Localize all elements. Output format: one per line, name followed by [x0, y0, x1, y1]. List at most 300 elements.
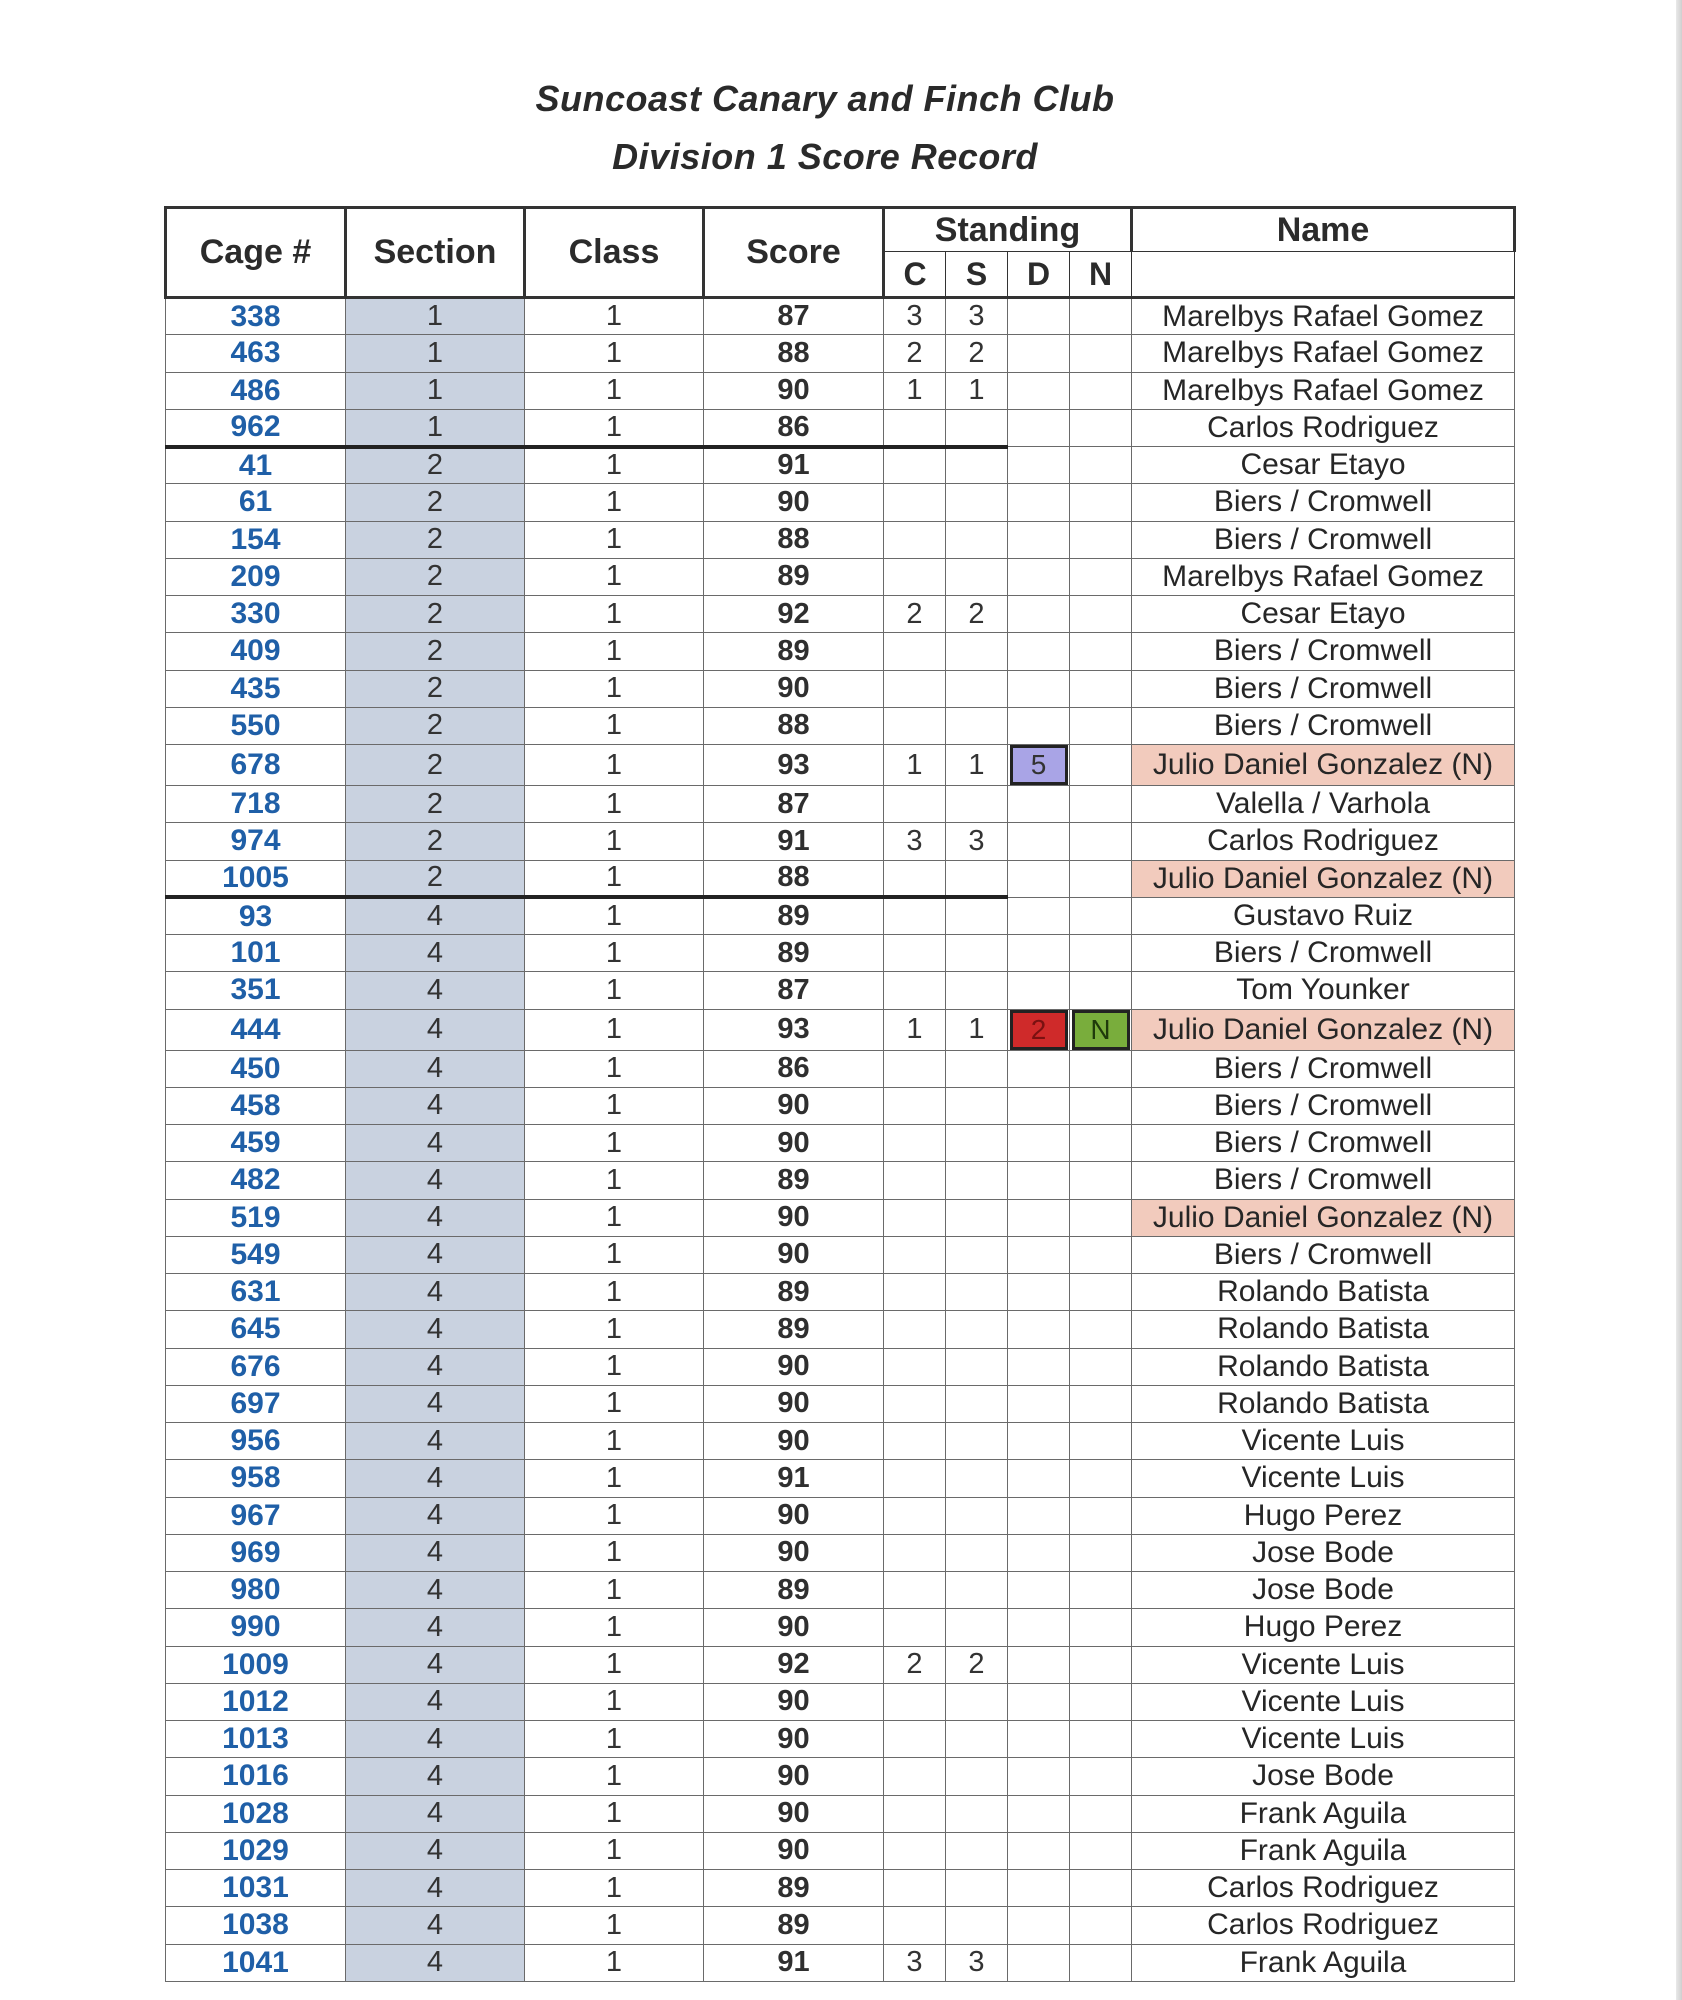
cell-standing-c — [884, 1609, 946, 1646]
document-subtitle: Division 1 Score Record — [612, 136, 1038, 177]
cell-cage: 550 — [166, 707, 346, 744]
cell-standing-s — [946, 447, 1008, 484]
cell-score: 88 — [704, 521, 884, 558]
cell-standing-d — [1008, 484, 1070, 521]
cell-standing-n — [1070, 1348, 1132, 1385]
cell-name: Rolando Batista — [1132, 1348, 1515, 1385]
cell-standing-c — [884, 1721, 946, 1758]
cell-score: 91 — [704, 1944, 884, 1981]
cell-standing-c — [884, 1199, 946, 1236]
col-header-name: Name — [1132, 208, 1515, 252]
cell-cage: 154 — [166, 521, 346, 558]
cell-standing-n — [1070, 1199, 1132, 1236]
cell-cage: 351 — [166, 972, 346, 1009]
cell-section: 1 — [346, 372, 525, 409]
cell-class: 1 — [525, 1125, 704, 1162]
col-header-name-blank — [1132, 252, 1515, 298]
cell-name: Frank Aguila — [1132, 1795, 1515, 1832]
cell-score: 90 — [704, 1423, 884, 1460]
cell-standing-n — [1070, 707, 1132, 744]
cell-name: Biers / Cromwell — [1132, 1087, 1515, 1124]
cell-class: 1 — [525, 972, 704, 1009]
cell-standing-d — [1008, 1050, 1070, 1087]
cell-standing-c — [884, 1497, 946, 1534]
table-row — [166, 1683, 1515, 1720]
cell-name: Rolando Batista — [1132, 1385, 1515, 1422]
table-row — [166, 1125, 1515, 1162]
cell-name: Biers / Cromwell — [1132, 1125, 1515, 1162]
cell-class: 1 — [525, 1009, 704, 1050]
cell-score: 88 — [704, 335, 884, 372]
cell-standing-n — [1070, 1162, 1132, 1199]
cell-standing-d — [1008, 521, 1070, 558]
cell-name: Valella / Varhola — [1132, 786, 1515, 823]
page-edge — [1676, 0, 1682, 2000]
cell-standing-n — [1070, 1758, 1132, 1795]
cell-standing-d — [1008, 1795, 1070, 1832]
cell-name: Jose Bode — [1132, 1534, 1515, 1571]
cell-class: 1 — [525, 1683, 704, 1720]
cell-standing-d — [1008, 1348, 1070, 1385]
cell-standing-d — [1008, 972, 1070, 1009]
cell-section: 4 — [346, 1460, 525, 1497]
cell-standing-c: 1 — [884, 1009, 946, 1050]
cell-standing-n — [1070, 447, 1132, 484]
cell-standing-s — [946, 558, 1008, 595]
cell-section: 4 — [346, 1534, 525, 1571]
cell-class: 1 — [525, 823, 704, 860]
standing-d-badge: 2 — [1010, 1010, 1068, 1050]
cell-class: 1 — [525, 786, 704, 823]
cell-standing-n — [1070, 596, 1132, 633]
cell-section: 4 — [346, 1683, 525, 1720]
cell-standing-c — [884, 521, 946, 558]
cell-cage: 1038 — [166, 1907, 346, 1944]
cell-standing-s — [946, 1832, 1008, 1869]
cell-section: 4 — [346, 1162, 525, 1199]
cell-standing-s: 1 — [946, 745, 1008, 786]
cell-name: Biers / Cromwell — [1132, 1162, 1515, 1199]
table-row — [166, 1907, 1515, 1944]
cell-standing-n — [1070, 1274, 1132, 1311]
table-row — [166, 670, 1515, 707]
cell-standing-s — [946, 1683, 1008, 1720]
table-row — [166, 972, 1515, 1009]
cell-standing-c — [884, 1795, 946, 1832]
cell-standing-c — [884, 1832, 946, 1869]
cell-score: 88 — [704, 707, 884, 744]
table-row — [166, 484, 1515, 521]
cell-standing-c — [884, 1534, 946, 1571]
cell-name: Carlos Rodriguez — [1132, 1907, 1515, 1944]
cell-standing-n — [1070, 521, 1132, 558]
table-row — [166, 1311, 1515, 1348]
cell-score: 86 — [704, 1050, 884, 1087]
cell-class: 1 — [525, 1236, 704, 1273]
table-row — [166, 1572, 1515, 1609]
cell-standing-d — [1008, 1870, 1070, 1907]
cell-standing-n — [1070, 786, 1132, 823]
cell-score: 89 — [704, 935, 884, 972]
cell-section: 2 — [346, 558, 525, 595]
cell-class: 1 — [525, 372, 704, 409]
cell-section: 4 — [346, 972, 525, 1009]
cell-standing-n — [1070, 860, 1132, 897]
cell-cage: 1012 — [166, 1683, 346, 1720]
cell-cage: 1031 — [166, 1870, 346, 1907]
cell-standing-s — [946, 1423, 1008, 1460]
cell-standing-n — [1070, 1460, 1132, 1497]
cell-standing-c: 3 — [884, 298, 946, 335]
cell-class: 1 — [525, 484, 704, 521]
cell-standing-c — [884, 1050, 946, 1087]
cell-standing-s — [946, 1087, 1008, 1124]
cell-score: 91 — [704, 1460, 884, 1497]
cell-standing-n — [1070, 1125, 1132, 1162]
cell-cage: 1005 — [166, 860, 346, 897]
cell-class: 1 — [525, 1646, 704, 1683]
cell-standing-d — [1008, 745, 1070, 786]
cell-standing-n — [1070, 1311, 1132, 1348]
cell-name: Julio Daniel Gonzalez (N) — [1132, 1199, 1515, 1236]
cell-standing-n — [1070, 935, 1132, 972]
cell-standing-s — [946, 670, 1008, 707]
col-header-c: C — [884, 252, 946, 298]
table-row — [166, 633, 1515, 670]
cell-class: 1 — [525, 1870, 704, 1907]
cell-cage: 463 — [166, 335, 346, 372]
cell-standing-s: 1 — [946, 1009, 1008, 1050]
cell-standing-c: 1 — [884, 372, 946, 409]
col-header-cage: Cage # — [166, 208, 346, 298]
cell-cage: 435 — [166, 670, 346, 707]
cell-class: 1 — [525, 1497, 704, 1534]
cell-standing-n — [1070, 1609, 1132, 1646]
cell-cage: 93 — [166, 897, 346, 934]
cell-cage: 980 — [166, 1572, 346, 1609]
cell-standing-c — [884, 447, 946, 484]
cell-standing-d — [1008, 335, 1070, 372]
cell-section: 4 — [346, 1423, 525, 1460]
cell-cage: 482 — [166, 1162, 346, 1199]
cell-standing-n — [1070, 1050, 1132, 1087]
cell-section: 4 — [346, 1087, 525, 1124]
cell-standing-c: 1 — [884, 745, 946, 786]
cell-class: 1 — [525, 447, 704, 484]
cell-section: 4 — [346, 1572, 525, 1609]
cell-section: 4 — [346, 935, 525, 972]
cell-score: 90 — [704, 1832, 884, 1869]
cell-standing-d — [1008, 670, 1070, 707]
cell-score: 89 — [704, 1311, 884, 1348]
cell-score: 89 — [704, 558, 884, 595]
col-header-score: Score — [704, 208, 884, 298]
table-row — [166, 447, 1515, 484]
cell-standing-n — [1070, 1572, 1132, 1609]
cell-section: 4 — [346, 1721, 525, 1758]
cell-class: 1 — [525, 935, 704, 972]
cell-score: 89 — [704, 1162, 884, 1199]
cell-cage: 967 — [166, 1497, 346, 1534]
cell-standing-d — [1008, 1311, 1070, 1348]
table-row — [166, 1795, 1515, 1832]
cell-class: 1 — [525, 1274, 704, 1311]
cell-cage: 956 — [166, 1423, 346, 1460]
cell-class: 1 — [525, 1423, 704, 1460]
table-row — [166, 1236, 1515, 1273]
cell-score: 91 — [704, 823, 884, 860]
table-row — [166, 1534, 1515, 1571]
cell-standing-s: 2 — [946, 335, 1008, 372]
cell-section: 2 — [346, 823, 525, 860]
table-row — [166, 596, 1515, 633]
cell-score: 90 — [704, 484, 884, 521]
cell-class: 1 — [525, 745, 704, 786]
cell-standing-n — [1070, 1907, 1132, 1944]
cell-cage: 41 — [166, 447, 346, 484]
cell-score: 90 — [704, 1758, 884, 1795]
cell-section: 2 — [346, 786, 525, 823]
cell-standing-n — [1070, 298, 1132, 335]
cell-standing-c — [884, 1087, 946, 1124]
cell-standing-c — [884, 1274, 946, 1311]
cell-cage: 718 — [166, 786, 346, 823]
cell-standing-s — [946, 1572, 1008, 1609]
cell-section: 4 — [346, 1274, 525, 1311]
cell-cage: 645 — [166, 1311, 346, 1348]
cell-standing-d — [1008, 1162, 1070, 1199]
cell-score: 90 — [704, 372, 884, 409]
cell-score: 87 — [704, 786, 884, 823]
cell-score: 89 — [704, 1572, 884, 1609]
cell-standing-c — [884, 1311, 946, 1348]
col-header-s: S — [946, 252, 1008, 298]
table-row — [166, 897, 1515, 934]
cell-standing-c — [884, 1907, 946, 1944]
cell-standing-c — [884, 935, 946, 972]
cell-standing-s — [946, 1125, 1008, 1162]
cell-cage: 338 — [166, 298, 346, 335]
cell-standing-d — [1008, 1683, 1070, 1720]
cell-cage: 450 — [166, 1050, 346, 1087]
cell-score: 90 — [704, 1385, 884, 1422]
cell-name: Biers / Cromwell — [1132, 521, 1515, 558]
table-row — [166, 1721, 1515, 1758]
cell-name: Marelbys Rafael Gomez — [1132, 372, 1515, 409]
cell-class: 1 — [525, 1460, 704, 1497]
cell-standing-n — [1070, 1497, 1132, 1534]
cell-section: 1 — [346, 409, 525, 446]
cell-name: Carlos Rodriguez — [1132, 823, 1515, 860]
cell-standing-c: 2 — [884, 335, 946, 372]
cell-name: Rolando Batista — [1132, 1311, 1515, 1348]
cell-standing-d — [1008, 1236, 1070, 1273]
table-row — [166, 1385, 1515, 1422]
cell-standing-c — [884, 1385, 946, 1422]
table-row — [166, 521, 1515, 558]
cell-name: Rolando Batista — [1132, 1274, 1515, 1311]
cell-name: Carlos Rodriguez — [1132, 409, 1515, 446]
cell-standing-d — [1008, 786, 1070, 823]
cell-standing-c — [884, 1870, 946, 1907]
table-row — [166, 1497, 1515, 1534]
cell-standing-s — [946, 972, 1008, 1009]
cell-cage: 1041 — [166, 1944, 346, 1981]
cell-standing-s — [946, 1758, 1008, 1795]
cell-score: 88 — [704, 860, 884, 897]
table-body — [166, 298, 1515, 1982]
cell-standing-c — [884, 670, 946, 707]
cell-cage: 486 — [166, 372, 346, 409]
col-header-d: D — [1008, 252, 1070, 298]
cell-standing-d — [1008, 1721, 1070, 1758]
cell-standing-c — [884, 484, 946, 521]
cell-standing-n — [1070, 1870, 1132, 1907]
cell-score: 90 — [704, 1236, 884, 1273]
cell-name: Frank Aguila — [1132, 1832, 1515, 1869]
cell-section: 4 — [346, 1944, 525, 1981]
cell-class: 1 — [525, 860, 704, 897]
cell-class: 1 — [525, 596, 704, 633]
cell-standing-c — [884, 558, 946, 595]
table-row — [166, 823, 1515, 860]
cell-section: 4 — [346, 1050, 525, 1087]
cell-standing-n — [1070, 1009, 1132, 1050]
cell-class: 1 — [525, 1944, 704, 1981]
table-row — [166, 1944, 1515, 1981]
cell-section: 1 — [346, 298, 525, 335]
cell-standing-s — [946, 786, 1008, 823]
cell-standing-n — [1070, 1721, 1132, 1758]
cell-cage: 61 — [166, 484, 346, 521]
cell-section: 4 — [346, 1609, 525, 1646]
cell-standing-d — [1008, 1609, 1070, 1646]
cell-name: Julio Daniel Gonzalez (N) — [1132, 745, 1515, 786]
cell-standing-d — [1008, 707, 1070, 744]
cell-name: Vicente Luis — [1132, 1683, 1515, 1720]
cell-standing-s — [946, 1162, 1008, 1199]
cell-standing-d — [1008, 1274, 1070, 1311]
cell-section: 4 — [346, 1795, 525, 1832]
cell-standing-s — [946, 1348, 1008, 1385]
cell-name: Cesar Etayo — [1132, 596, 1515, 633]
cell-section: 4 — [346, 1907, 525, 1944]
table-row — [166, 707, 1515, 744]
cell-standing-d — [1008, 1385, 1070, 1422]
cell-name: Marelbys Rafael Gomez — [1132, 558, 1515, 595]
cell-section: 2 — [346, 670, 525, 707]
cell-section: 2 — [346, 521, 525, 558]
table-header — [166, 208, 1515, 298]
cell-class: 1 — [525, 1907, 704, 1944]
cell-standing-n — [1070, 335, 1132, 372]
cell-name: Biers / Cromwell — [1132, 1236, 1515, 1273]
cell-standing-d — [1008, 1832, 1070, 1869]
cell-standing-s — [946, 633, 1008, 670]
cell-section: 4 — [346, 1236, 525, 1273]
table-row — [166, 1832, 1515, 1869]
cell-score: 90 — [704, 670, 884, 707]
cell-score: 90 — [704, 1199, 884, 1236]
cell-standing-s — [946, 1534, 1008, 1571]
table-row — [166, 935, 1515, 972]
cell-standing-n — [1070, 1087, 1132, 1124]
cell-name: Julio Daniel Gonzalez (N) — [1132, 860, 1515, 897]
cell-section: 4 — [346, 1385, 525, 1422]
cell-standing-d — [1008, 1009, 1070, 1050]
cell-class: 1 — [525, 1832, 704, 1869]
cell-standing-n — [1070, 1944, 1132, 1981]
cell-class: 1 — [525, 558, 704, 595]
cell-standing-c: 3 — [884, 823, 946, 860]
cell-standing-d — [1008, 1460, 1070, 1497]
cell-standing-s: 3 — [946, 298, 1008, 335]
cell-name: Biers / Cromwell — [1132, 670, 1515, 707]
table-row — [166, 335, 1515, 372]
cell-standing-c — [884, 409, 946, 446]
cell-name: Vicente Luis — [1132, 1646, 1515, 1683]
cell-class: 1 — [525, 1609, 704, 1646]
cell-standing-n — [1070, 972, 1132, 1009]
table-row — [166, 1423, 1515, 1460]
table-row — [166, 298, 1515, 335]
cell-cage: 974 — [166, 823, 346, 860]
cell-section: 4 — [346, 1009, 525, 1050]
cell-section: 4 — [346, 1125, 525, 1162]
cell-standing-c — [884, 1572, 946, 1609]
cell-class: 1 — [525, 1199, 704, 1236]
cell-standing-n — [1070, 1534, 1132, 1571]
table-row — [166, 1348, 1515, 1385]
cell-cage: 1016 — [166, 1758, 346, 1795]
cell-score: 90 — [704, 1534, 884, 1571]
cell-score: 89 — [704, 1274, 884, 1311]
cell-section: 4 — [346, 1832, 525, 1869]
cell-class: 1 — [525, 1385, 704, 1422]
cell-class: 1 — [525, 670, 704, 707]
cell-name: Hugo Perez — [1132, 1497, 1515, 1534]
cell-class: 1 — [525, 1721, 704, 1758]
cell-cage: 962 — [166, 409, 346, 446]
cell-standing-n — [1070, 897, 1132, 934]
cell-name: Carlos Rodriguez — [1132, 1870, 1515, 1907]
cell-standing-s — [946, 707, 1008, 744]
cell-score: 89 — [704, 633, 884, 670]
cell-standing-c: 2 — [884, 1646, 946, 1683]
cell-cage: 444 — [166, 1009, 346, 1050]
cell-class: 1 — [525, 1348, 704, 1385]
cell-standing-d — [1008, 1646, 1070, 1683]
table-row — [166, 372, 1515, 409]
table-row — [166, 409, 1515, 446]
cell-standing-c — [884, 897, 946, 934]
cell-name: Vicente Luis — [1132, 1721, 1515, 1758]
cell-cage: 969 — [166, 1534, 346, 1571]
table-row — [166, 1646, 1515, 1683]
cell-standing-c — [884, 633, 946, 670]
cell-section: 2 — [346, 447, 525, 484]
cell-standing-d — [1008, 1944, 1070, 1981]
table-row — [166, 1162, 1515, 1199]
score-table — [164, 206, 1516, 1982]
cell-score: 90 — [704, 1087, 884, 1124]
cell-standing-d — [1008, 1125, 1070, 1162]
cell-cage: 459 — [166, 1125, 346, 1162]
col-header-class: Class — [525, 208, 704, 298]
cell-standing-s — [946, 935, 1008, 972]
cell-standing-s — [946, 1236, 1008, 1273]
cell-standing-d — [1008, 1087, 1070, 1124]
